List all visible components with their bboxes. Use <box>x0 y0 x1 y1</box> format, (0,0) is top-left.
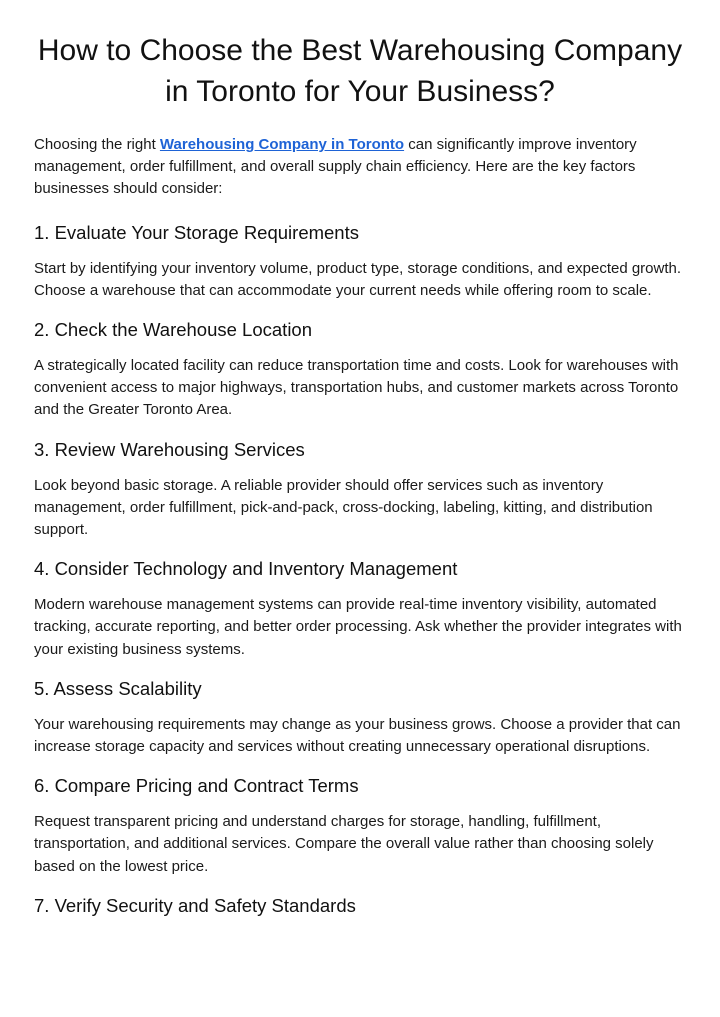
section-body: A strategically located facility can reduce transportation time and costs. Look for warehouses with convenient access to major highways, transportation hubs, and customer markets across Toronto and the Greater Toronto Area. <box>34 357 679 419</box>
section-security-safety <box>34 894 686 917</box>
section-heading: 5. Assess Scalability <box>34 677 202 699</box>
section-storage-requirements <box>34 221 686 302</box>
intro-text-after-link: can significantly improve inventory management, order fulfillment, and overall supply chain efficiency. Here are the key factors businesses should consider: <box>34 136 637 198</box>
section-body: Start by identifying your inventory volume, product type, storage conditions, and expected growth. Choose a warehouse that can accommodate your current needs while offering room to scale. <box>34 259 682 299</box>
section-technology-inventory <box>34 557 686 661</box>
section-body: Your warehousing requirements may change as your business grows. Choose a provider that can increase storage capacity and services without creating unnecessary operational disruptions. <box>34 715 681 756</box>
intro-text-before-link: Choosing the right <box>34 136 160 153</box>
warehousing-company-link[interactable]: Warehousing Company in Toronto <box>159 136 405 153</box>
section-warehousing-services <box>34 438 686 542</box>
intro-paragraph <box>34 134 686 201</box>
section-warehouse-location <box>34 318 686 422</box>
section-heading: 4. Consider Technology and Inventory Management <box>34 558 458 580</box>
section-scalability <box>34 677 686 758</box>
section-body: Look beyond basic storage. A reliable provider should offer services such as inventory management, order fulfillment, pick-and-pack, cross-docking, labeling, kitting, and distribution support. <box>34 476 653 539</box>
document-title: How to Choose the Best Warehousing Company in Toronto for Your Business? <box>37 34 683 108</box>
section-heading: 1. Evaluate Your Storage Requirements <box>34 221 359 243</box>
section-heading: 7. Verify Security and Safety Standards <box>34 894 356 916</box>
section-heading: 2. Check the Warehouse Location <box>34 319 313 341</box>
section-heading: 3. Review Warehousing Services <box>34 438 305 460</box>
section-heading: 6. Compare Pricing and Contract Terms <box>34 775 359 797</box>
section-body: Request transparent pricing and understand charges for storage, handling, fulfillment, transportation, and additional services. Compare the overall value rather than choosing solely based on the lowest price. <box>34 813 654 875</box>
section-body: Modern warehouse management systems can provide real-time inventory visibility, automated tracking, accurate reporting, and better order processing. Ask whether the provider integrates with your existing business systems. <box>34 596 682 658</box>
section-pricing-contract <box>34 774 686 878</box>
